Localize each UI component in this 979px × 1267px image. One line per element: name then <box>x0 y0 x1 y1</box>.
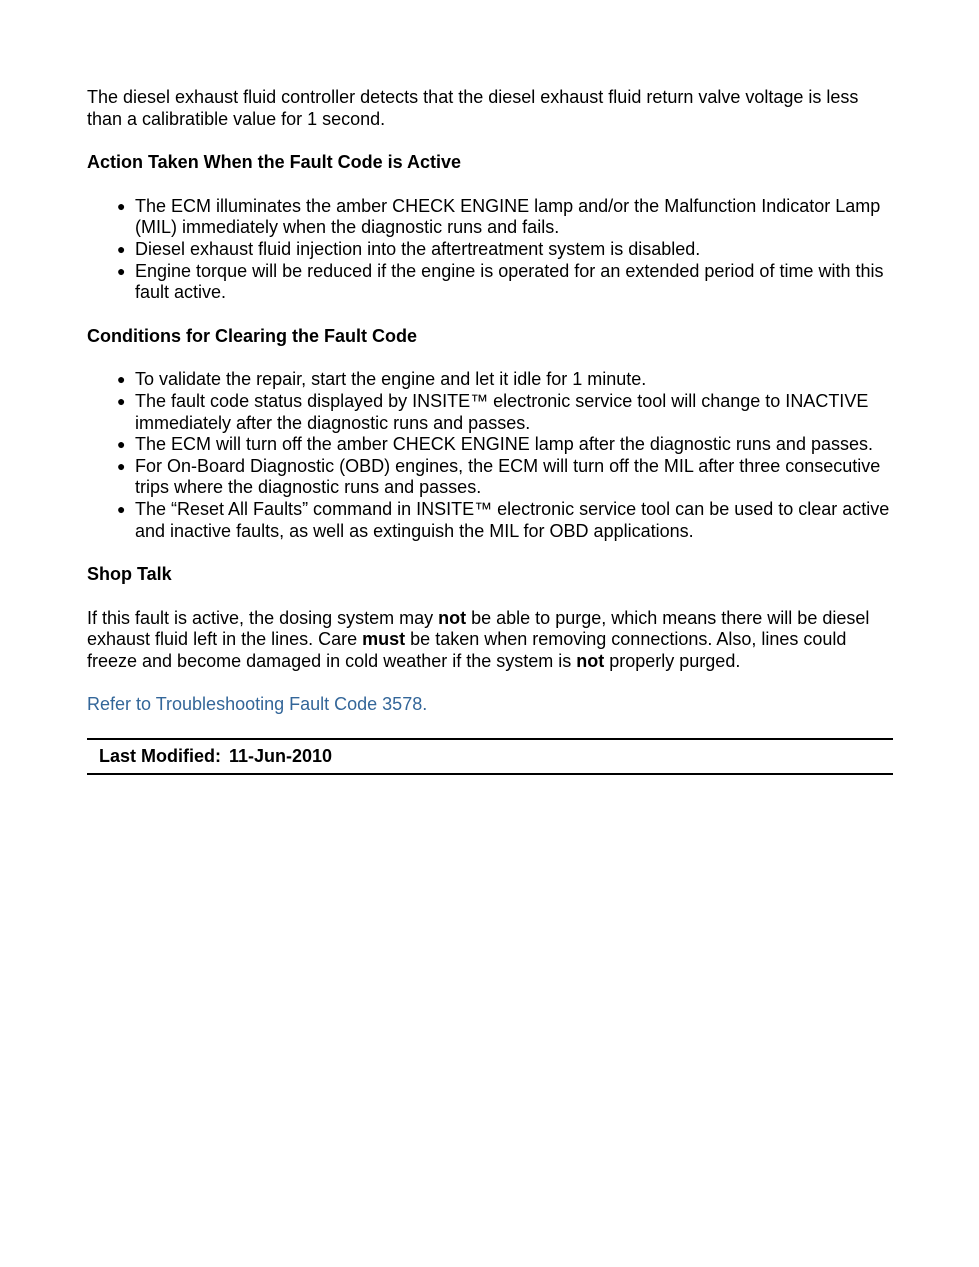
list-item <box>117 195 893 239</box>
bullet-icon: ● <box>117 240 126 257</box>
list-item-text: The fault code status displayed by INSITE™ electronic service tool will change to INACTIVE immediately after the diagnostic runs and passes. <box>135 390 869 433</box>
list-item <box>117 390 893 434</box>
bullet-icon: ● <box>117 457 126 474</box>
bullet-icon: ● <box>117 500 126 517</box>
list-item-text: Diesel exhaust fluid injection into the aftertreatment system is disabled. <box>135 238 701 259</box>
bullet-icon: ● <box>117 197 126 214</box>
list-item-text: For On-Board Diagnostic (OBD) engines, the ECM will turn off the MIL after three consecutive trips where the diagnostic runs and passes. <box>135 455 881 498</box>
list-item <box>117 369 893 391</box>
action-list <box>87 196 893 304</box>
shop-talk-paragraph <box>87 608 893 673</box>
troubleshooting-link[interactable]: Refer to Troubleshooting Fault Code 3578. <box>87 694 428 715</box>
bullet-icon: ● <box>117 436 126 453</box>
list-item <box>117 434 893 456</box>
clearing-heading: Conditions for Clearing the Fault Code <box>87 325 417 346</box>
bullet-icon: ● <box>117 371 126 388</box>
action-heading: Action Taken When the Fault Code is Active <box>87 152 462 173</box>
list-item-text: To validate the repair, start the engine and let it idle for 1 minute. <box>135 369 647 390</box>
shop-talk-heading: Shop Talk <box>87 564 172 585</box>
list-item-text: Engine torque will be reduced if the engine is operated for an extended period of time with this fault active. <box>135 260 884 303</box>
list-item <box>117 260 893 304</box>
clearing-list <box>87 369 893 542</box>
document-page <box>87 87 893 775</box>
shop-talk-text: properly purged. <box>604 650 741 671</box>
last-modified-bar <box>87 738 893 775</box>
list-item-text: The ECM illuminates the amber CHECK ENGINE lamp and/or the Malfunction Indicator Lamp (MIL) immediately when the diagnostic runs and fails. <box>135 195 881 238</box>
bullet-icon: ● <box>117 392 126 409</box>
shop-talk-emphasis: not <box>576 650 605 671</box>
shop-talk-text: If this fault is active, the dosing system may <box>87 607 439 628</box>
list-item-text: The ECM will turn off the amber CHECK ENGINE lamp after the diagnostic runs and passes. <box>135 434 873 455</box>
shop-talk-text: be taken when removing connections. Also, lines could freeze and become damaged in cold weather if the system is <box>87 629 847 671</box>
shop-talk-emphasis: not <box>438 607 467 628</box>
shop-talk-emphasis: must <box>362 629 406 650</box>
bullet-icon: ● <box>117 262 126 279</box>
last-modified-label: Last Modified: <box>99 746 221 767</box>
list-item <box>117 498 893 542</box>
last-modified-date: 11-Jun-2010 <box>229 746 333 767</box>
list-item-text: The “Reset All Faults” command in INSITE™ electronic service tool can be used to clear active and inactive faults, as well as extinguish the MIL for OBD applications. <box>135 498 890 541</box>
shop-talk-text: be able to purge, which means there will be diesel exhaust fluid left in the lines. Care <box>87 607 870 650</box>
intro-paragraph: The diesel exhaust fluid controller detects that the diesel exhaust fluid return valve voltage is less than a calibratible value for 1 second. <box>87 87 859 129</box>
list-item <box>117 455 893 499</box>
list-item <box>117 238 893 261</box>
